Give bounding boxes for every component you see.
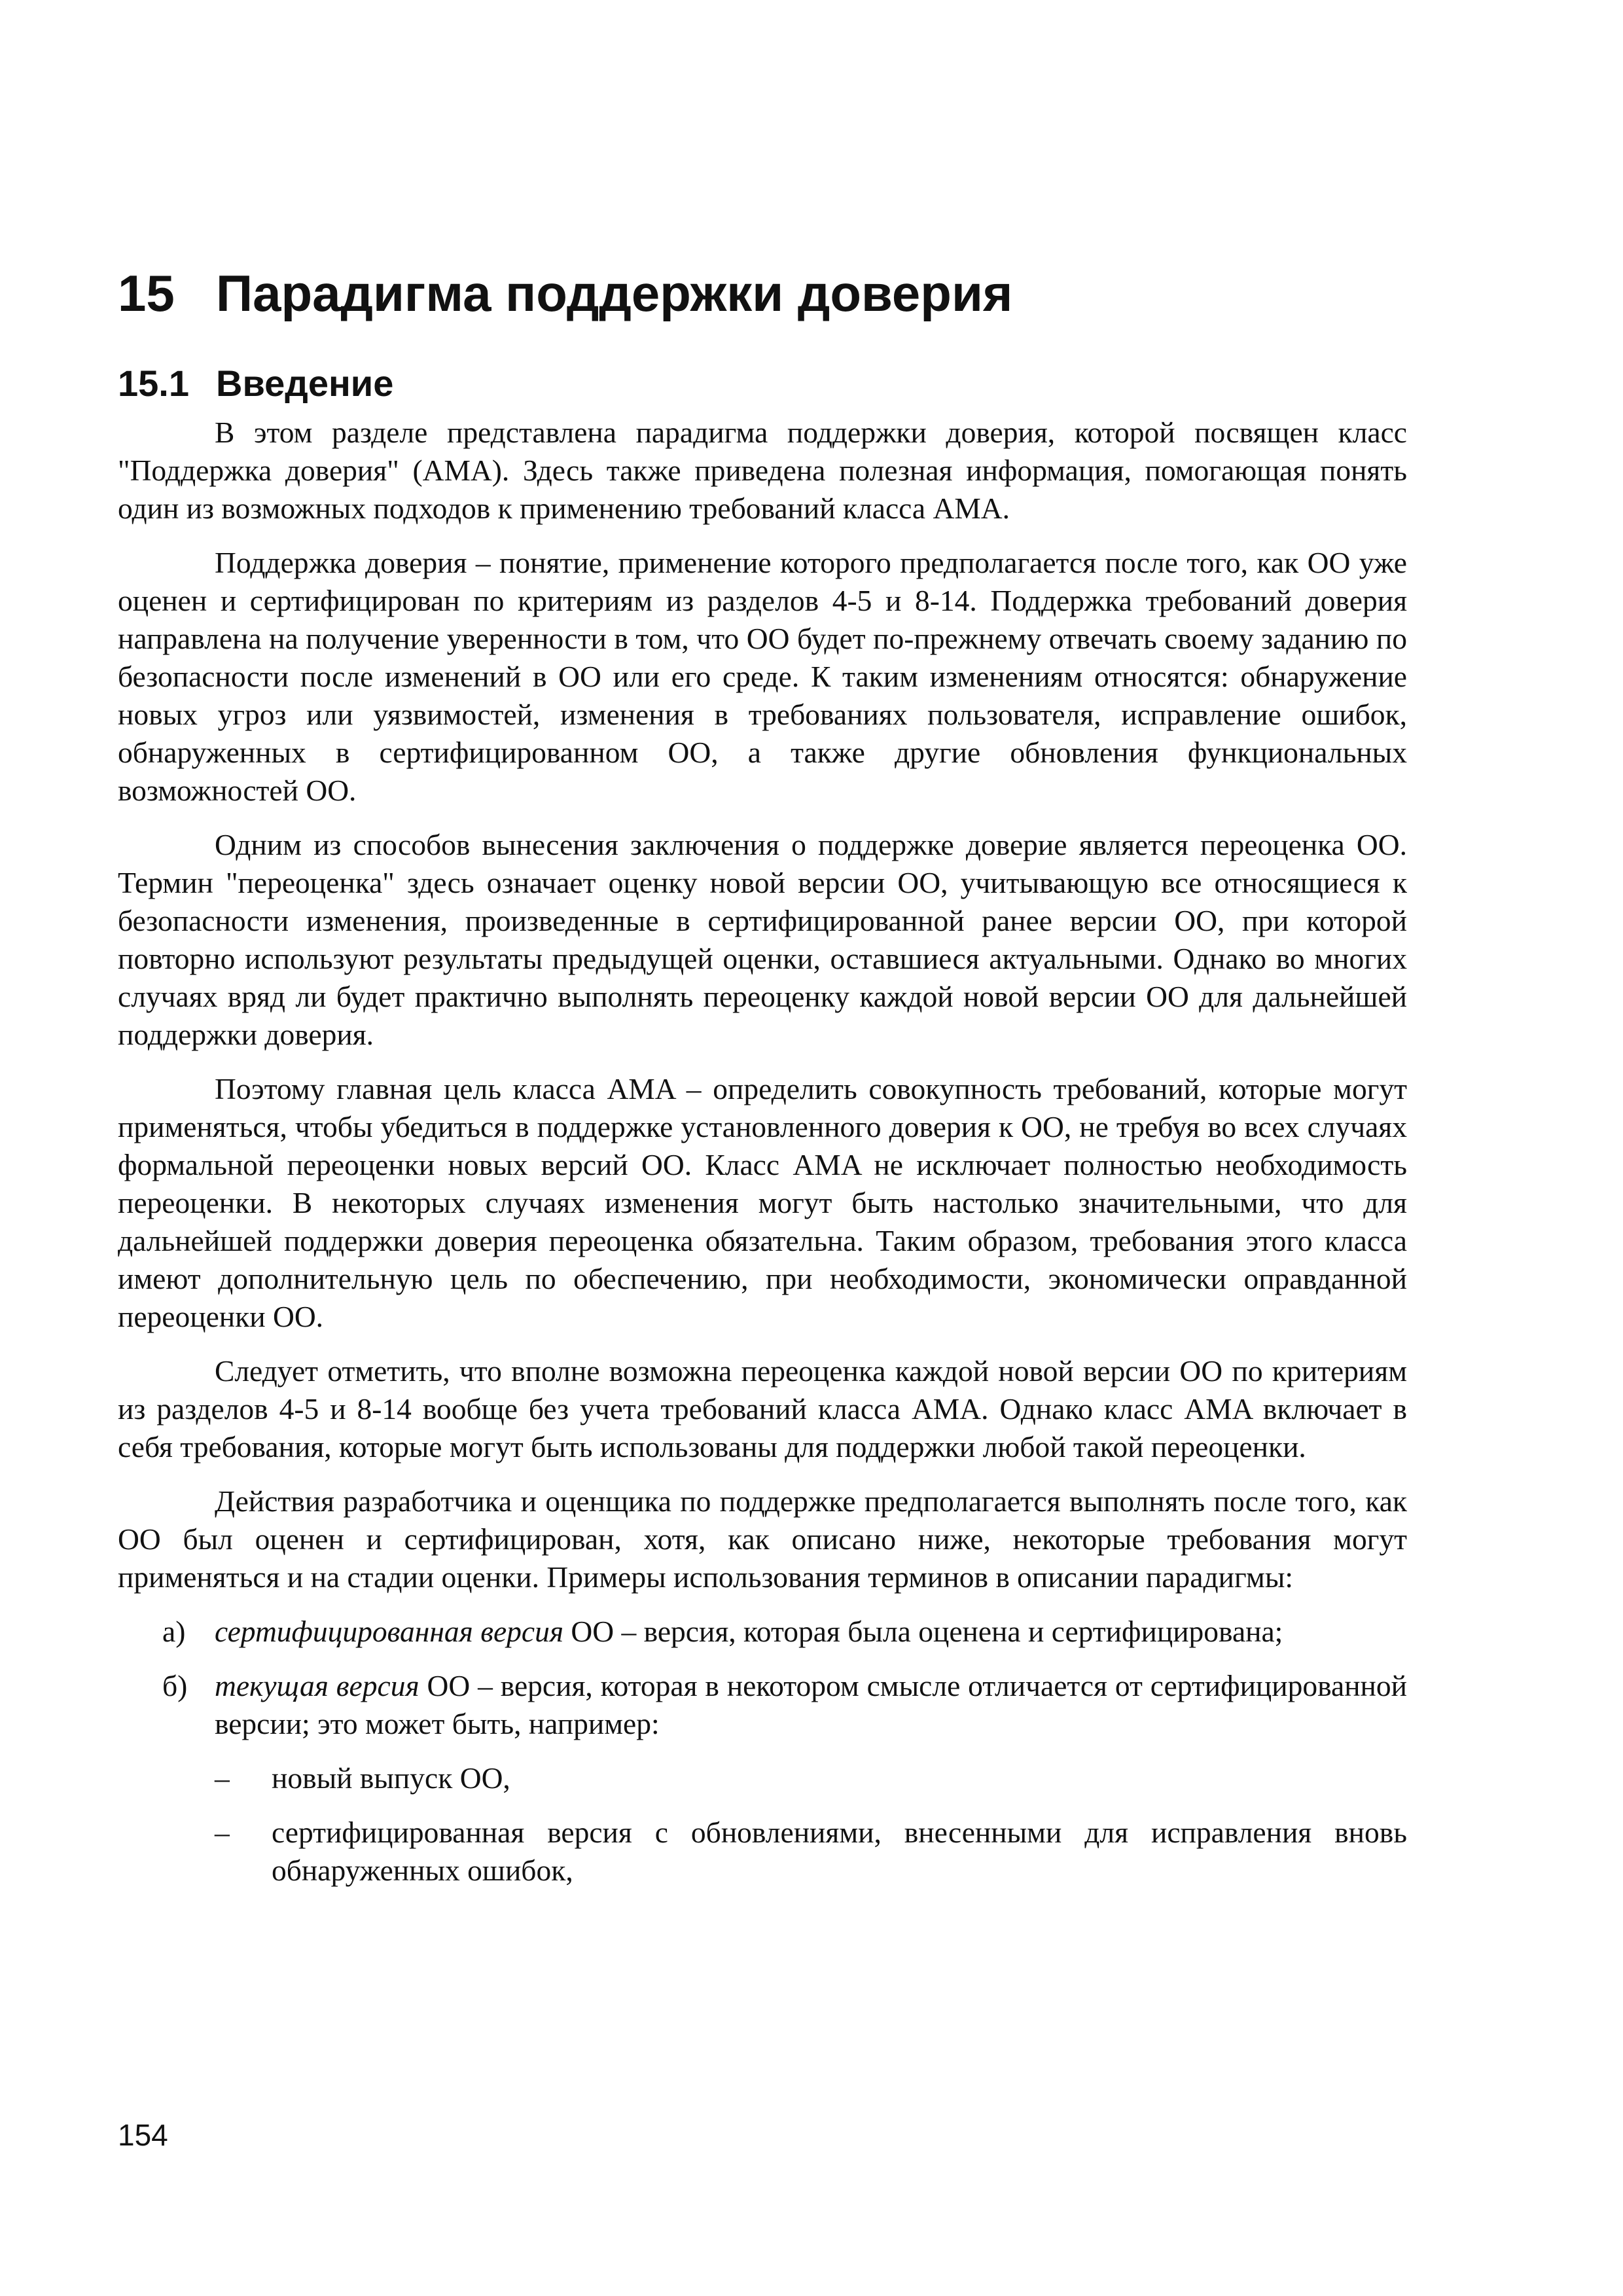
chapter-number: 15	[118, 264, 175, 322]
list-item-b	[118, 1667, 1407, 1743]
paragraph-1: В этом разделе представлена парадигма поддержки доверия, которой посвящен класс "Поддержка доверия" (AMA). Здесь также приведена полезная информация, помогающая понять один из возможных подходов к применению требований класса AMA.	[118, 416, 1407, 525]
dash-marker: –	[215, 1816, 230, 1849]
dash-marker: –	[215, 1761, 230, 1795]
paragraph-6: Действия разработчика и оценщика по поддержке предполагается выполнять после того, как ОО был оценен и сертифицирован, хотя, как описано ниже, некоторые требования могут применяться и на стадии оценки. Примеры использования терминов в описании парадигмы:	[118, 1484, 1407, 1594]
paragraph-2: Поддержка доверия – понятие, применение которого предполагается после того, как ОО уже оценен и сертифицирован по критериям из разделов 4-5 и 8-14. Поддержка требований доверия направлена на получение уверенности в том, что ОО будет по-прежнему отвечать своему заданию по безопасности после изменений в ОО или его среде. К таким изменениям относятся: обнаружение новых угроз или уязвимостей, изменения в требованиях пользователя, исправление ошибок, обнаруженных в сертифицированном ОО, а также другие обновления функциональных возможностей ОО.	[118, 546, 1407, 807]
paragraph-3: Одним из способов вынесения заключения о поддержке доверие является переоценка ОО. Термин "переоценка" здесь означает оценку новой версии ОО, учитывающую все относящиеся к безопасности изменения, произведенные в сертифицированной ранее версии ОО, при которой повторно используют результаты предыдущей оценки, оставшиеся актуальными. Однако во многих случаях вряд ли будет практично выполнять переоценку каждой новой версии ОО для дальнейшей поддержки доверия.	[118, 828, 1407, 1051]
list-text: ОО – версия, которая в некотором смысле отличается от сертифицированной версии; это может быть, например:	[215, 1669, 1407, 1740]
sublist-text: новый выпуск ОО,	[272, 1761, 510, 1795]
page-number: 154	[118, 2118, 168, 2152]
sublist-item-2	[118, 1814, 1407, 1890]
body-text	[118, 414, 1407, 1906]
list-term: текущая версия	[215, 1669, 419, 1702]
list-marker: а)	[162, 1615, 186, 1648]
sublist-text: сертифицированная версия с обновлениями, внесенными для исправления вновь обнаруженных ошибок,	[272, 1816, 1407, 1887]
paragraph-4: Поэтому главная цель класса AMA – определить совокупность требований, которые могут применяться, чтобы убедиться в поддержке установленного доверия к ОО, не требуя во всех случаях формальной переоценки новых версий ОО. Класс AMA не исключает полностью необходимость переоценки. В некоторых случаях изменения могут быть настолько значительными, что для дальнейшей поддержки доверия переоценка обязательна. Таким образом, требования этого класса имеют дополнительную цель по обеспечению, при необходимости, экономически оправданной переоценки ОО.	[118, 1072, 1407, 1333]
section-number: 15.1	[118, 363, 189, 404]
section-title: Введение	[216, 363, 394, 404]
list-text: ОО – версия, которая была оценена и сертифицирована;	[563, 1615, 1283, 1648]
list-term: сертифицированная версия	[215, 1615, 564, 1648]
chapter-heading	[118, 260, 1427, 326]
list-marker: б)	[162, 1669, 188, 1702]
chapter-title: Парадигма поддержки доверия	[216, 264, 1013, 322]
list-item-a	[118, 1613, 1407, 1651]
paragraph-5: Следует отметить, что вполне возможна переоценка каждой новой версии ОО по критериям из разделов 4-5 и 8-14 вообще без учета требований класса AMA. Однако класс AMA включает в себя требования, которые могут быть использованы для поддержки любой такой переоценки.	[118, 1354, 1407, 1463]
sublist-item-1	[118, 1759, 1407, 1797]
section-heading	[118, 357, 1427, 410]
